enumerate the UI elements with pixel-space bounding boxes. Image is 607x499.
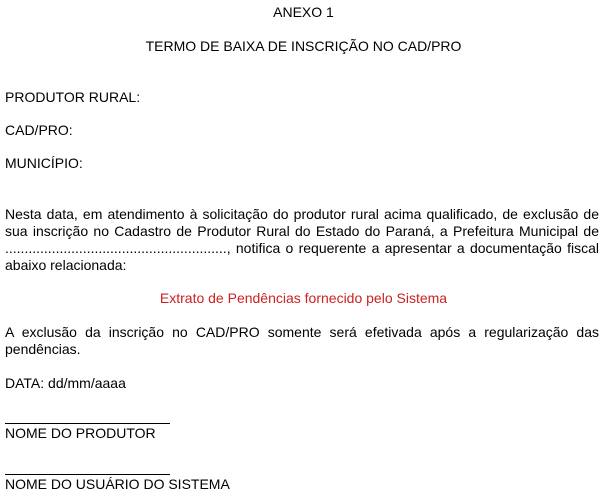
annex-title: ANEXO 1	[273, 4, 334, 20]
date-line: DATA: dd/mm/aaaa	[5, 375, 126, 391]
system-user-signature-line	[5, 474, 170, 475]
municipality-field-label: MUNICÍPIO:	[5, 155, 83, 171]
producer-field-label: PRODUTOR RURAL:	[5, 89, 141, 105]
cadpro-field-label: CAD/PRO:	[5, 122, 73, 138]
pending-extract-note: Extrato de Pendências fornecido pelo Sistema	[159, 290, 448, 306]
body-paragraph: Nesta data, em atendimento à solicitação do produtor rural acima qualificado, de exclusão de sua inscrição no Cadastro de Produtor Rural do Estado do Paraná, a Prefeitura Municipal de ........................................................., notifica o requerente a apresentar a documentação fiscal abaixo relacionada:	[5, 206, 599, 273]
system-user-name-label: NOME DO USUÁRIO DO SISTEMA	[5, 476, 230, 492]
producer-name-label: NOME DO PRODUTOR	[5, 425, 156, 441]
term-title: TERMO DE BAIXA DE INSCRIÇÃO NO CAD/PRO	[145, 38, 462, 54]
producer-signature-line	[5, 423, 170, 424]
exclusion-note: A exclusão da inscrição no CAD/PRO somente será efetivada após a regularização das pendências.	[5, 324, 599, 357]
